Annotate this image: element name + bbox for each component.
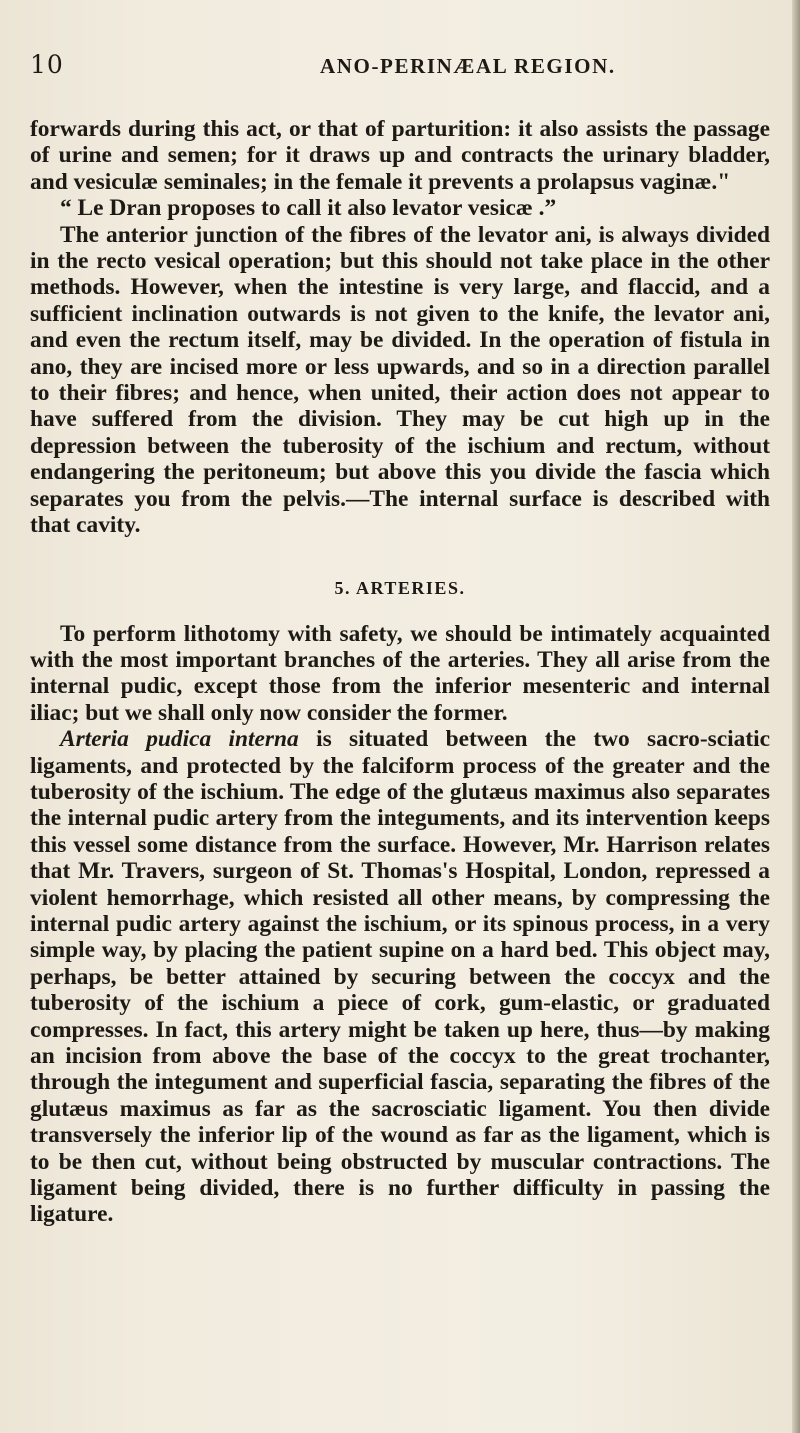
section-heading: 5. ARTERIES. xyxy=(334,577,466,598)
paragraph-1: forwards during this act, or that of parturition: it also assists the passage of urine and semen; for it draws up and contracts the urinary bladder, and vesiculæ seminales; in the female it prevents a prolapsus vaginæ." xyxy=(30,116,770,195)
paragraph-5 xyxy=(30,726,770,1228)
paragraph-3: The anterior junction of the fibres of the levator ani, is always divided in the recto vesical operation; but this should not take place in the other methods. However, when the intestine is very large, and flaccid, and a sufficient inclination outwards is not given to the knife, the levator ani, and even the rectum itself, may be divided. In the operation of fistula in ano, they are incised more or less upwards, and so in a direction parallel to their fibres; and hence, when united, their action does not appear to have suffered from the division. They may be cut high up in the depression between the tuberosity of the ischium and rectum, without endangering the peritoneum; but above this you divide the fascia which separates you from the pelvis.—The internal surface is described with that cavity. xyxy=(30,221,770,539)
page-header xyxy=(30,50,770,86)
body-text xyxy=(30,116,770,1228)
paragraph-2: “ Le Dran proposes to call it also levator vesicæ .” xyxy=(60,195,557,222)
paragraph-5-rest: is situated between the two sacro-sciatic ligaments, and protected by the falciform process of the greater and the tuberosity of the ischium. The edge of the glutæus maximus also separates the internal pudic artery from the integuments, and its intervention keeps this vessel some distance from the surface. However, Mr. Harrison relates that Mr. Travers, surgeon of St. Thomas's Hospital, London, repressed a violent hemorrhage, which resisted all other means, by compressing the internal pudic artery against the ischium, or its spinous process, in a very simple way, by placing the patient supine on a hard bed. This object may, perhaps, be better attained by securing between the coccyx and the tuberosity of the ischium a piece of cork, gum-elastic, or graduated compresses. In fact, this artery might be taken up here, thus—by making an incision from above the base of the coccyx to the great trochanter, through the integument and superficial fascia, separating the fibres of the glutæus maximus as far as the sacrosciatic ligament. You then divide transversely the inferior lip of the wound as far as the ligament, which is to be then cut, without being obstructed by muscular contractions. The ligament being divided, there is no further difficulty in passing the ligature. xyxy=(30,726,770,1228)
page-number: 10 xyxy=(30,50,64,79)
running-title: ANO-PERINÆAL REGION. xyxy=(320,54,616,78)
page-edge-shadow xyxy=(792,0,800,1433)
paragraph-4: To perform lithotomy with safety, we should be intimately acquainted with the most important branches of the arteries. They all arise from the internal pudic, except those from the inferior mesenteric and internal iliac; but we shall only now consider the former. xyxy=(30,620,770,726)
paragraph-5-lead: Arteria pudica interna xyxy=(60,726,299,753)
